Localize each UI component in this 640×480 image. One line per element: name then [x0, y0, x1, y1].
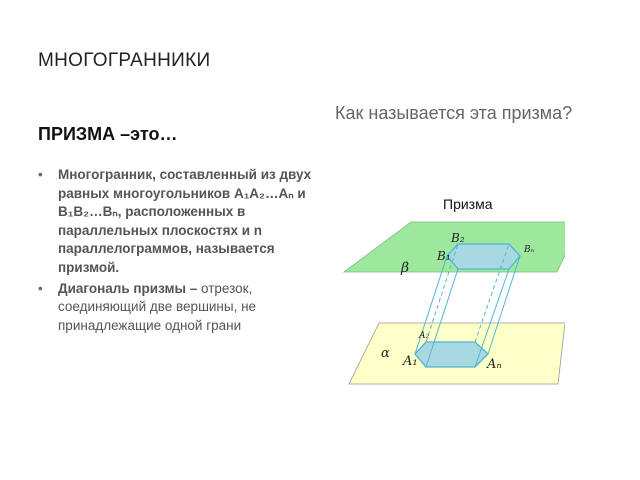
slide-title: МНОГОГРАННИКИ	[38, 50, 211, 71]
label-Bn: Bₙ	[524, 245, 535, 255]
question-text: Как называется эта призма?	[335, 103, 573, 123]
hexagon-top	[447, 244, 520, 269]
prism-definition-text: Многогранник, составленный из двух равных многоугольников A₁A₂…Aₙ и B₁B₂…Bₙ, расположенных в параллельных плоскостях и n параллелограммов, называется призмой.	[58, 167, 312, 275]
label-alpha: α	[381, 346, 390, 361]
section-heading: ПРИЗМА –это…	[38, 124, 178, 144]
bullet-icon: •	[38, 167, 43, 182]
diagonal-description: отрезок, соединяющий две вершины, не принадлежащие одной грани	[58, 280, 257, 333]
prism-diagram	[343, 190, 565, 386]
prism-figure	[343, 190, 565, 386]
label-B1: B₁	[437, 249, 451, 263]
hexagon-bottom	[415, 342, 488, 367]
figure-caption: Призма	[443, 196, 493, 212]
bullet-diagonal-definition	[38, 280, 313, 336]
label-B2: B₂	[451, 231, 465, 245]
label-An: Aₙ	[487, 357, 502, 372]
bullet-prism-definition	[38, 166, 313, 278]
bullet-icon: •	[38, 280, 43, 296]
diagonal-term: Диагональ призмы –	[58, 280, 198, 296]
definition-list	[38, 166, 313, 337]
label-A1: A₁	[403, 354, 418, 369]
label-beta: β	[401, 260, 410, 276]
label-A2: A₂	[419, 331, 430, 341]
